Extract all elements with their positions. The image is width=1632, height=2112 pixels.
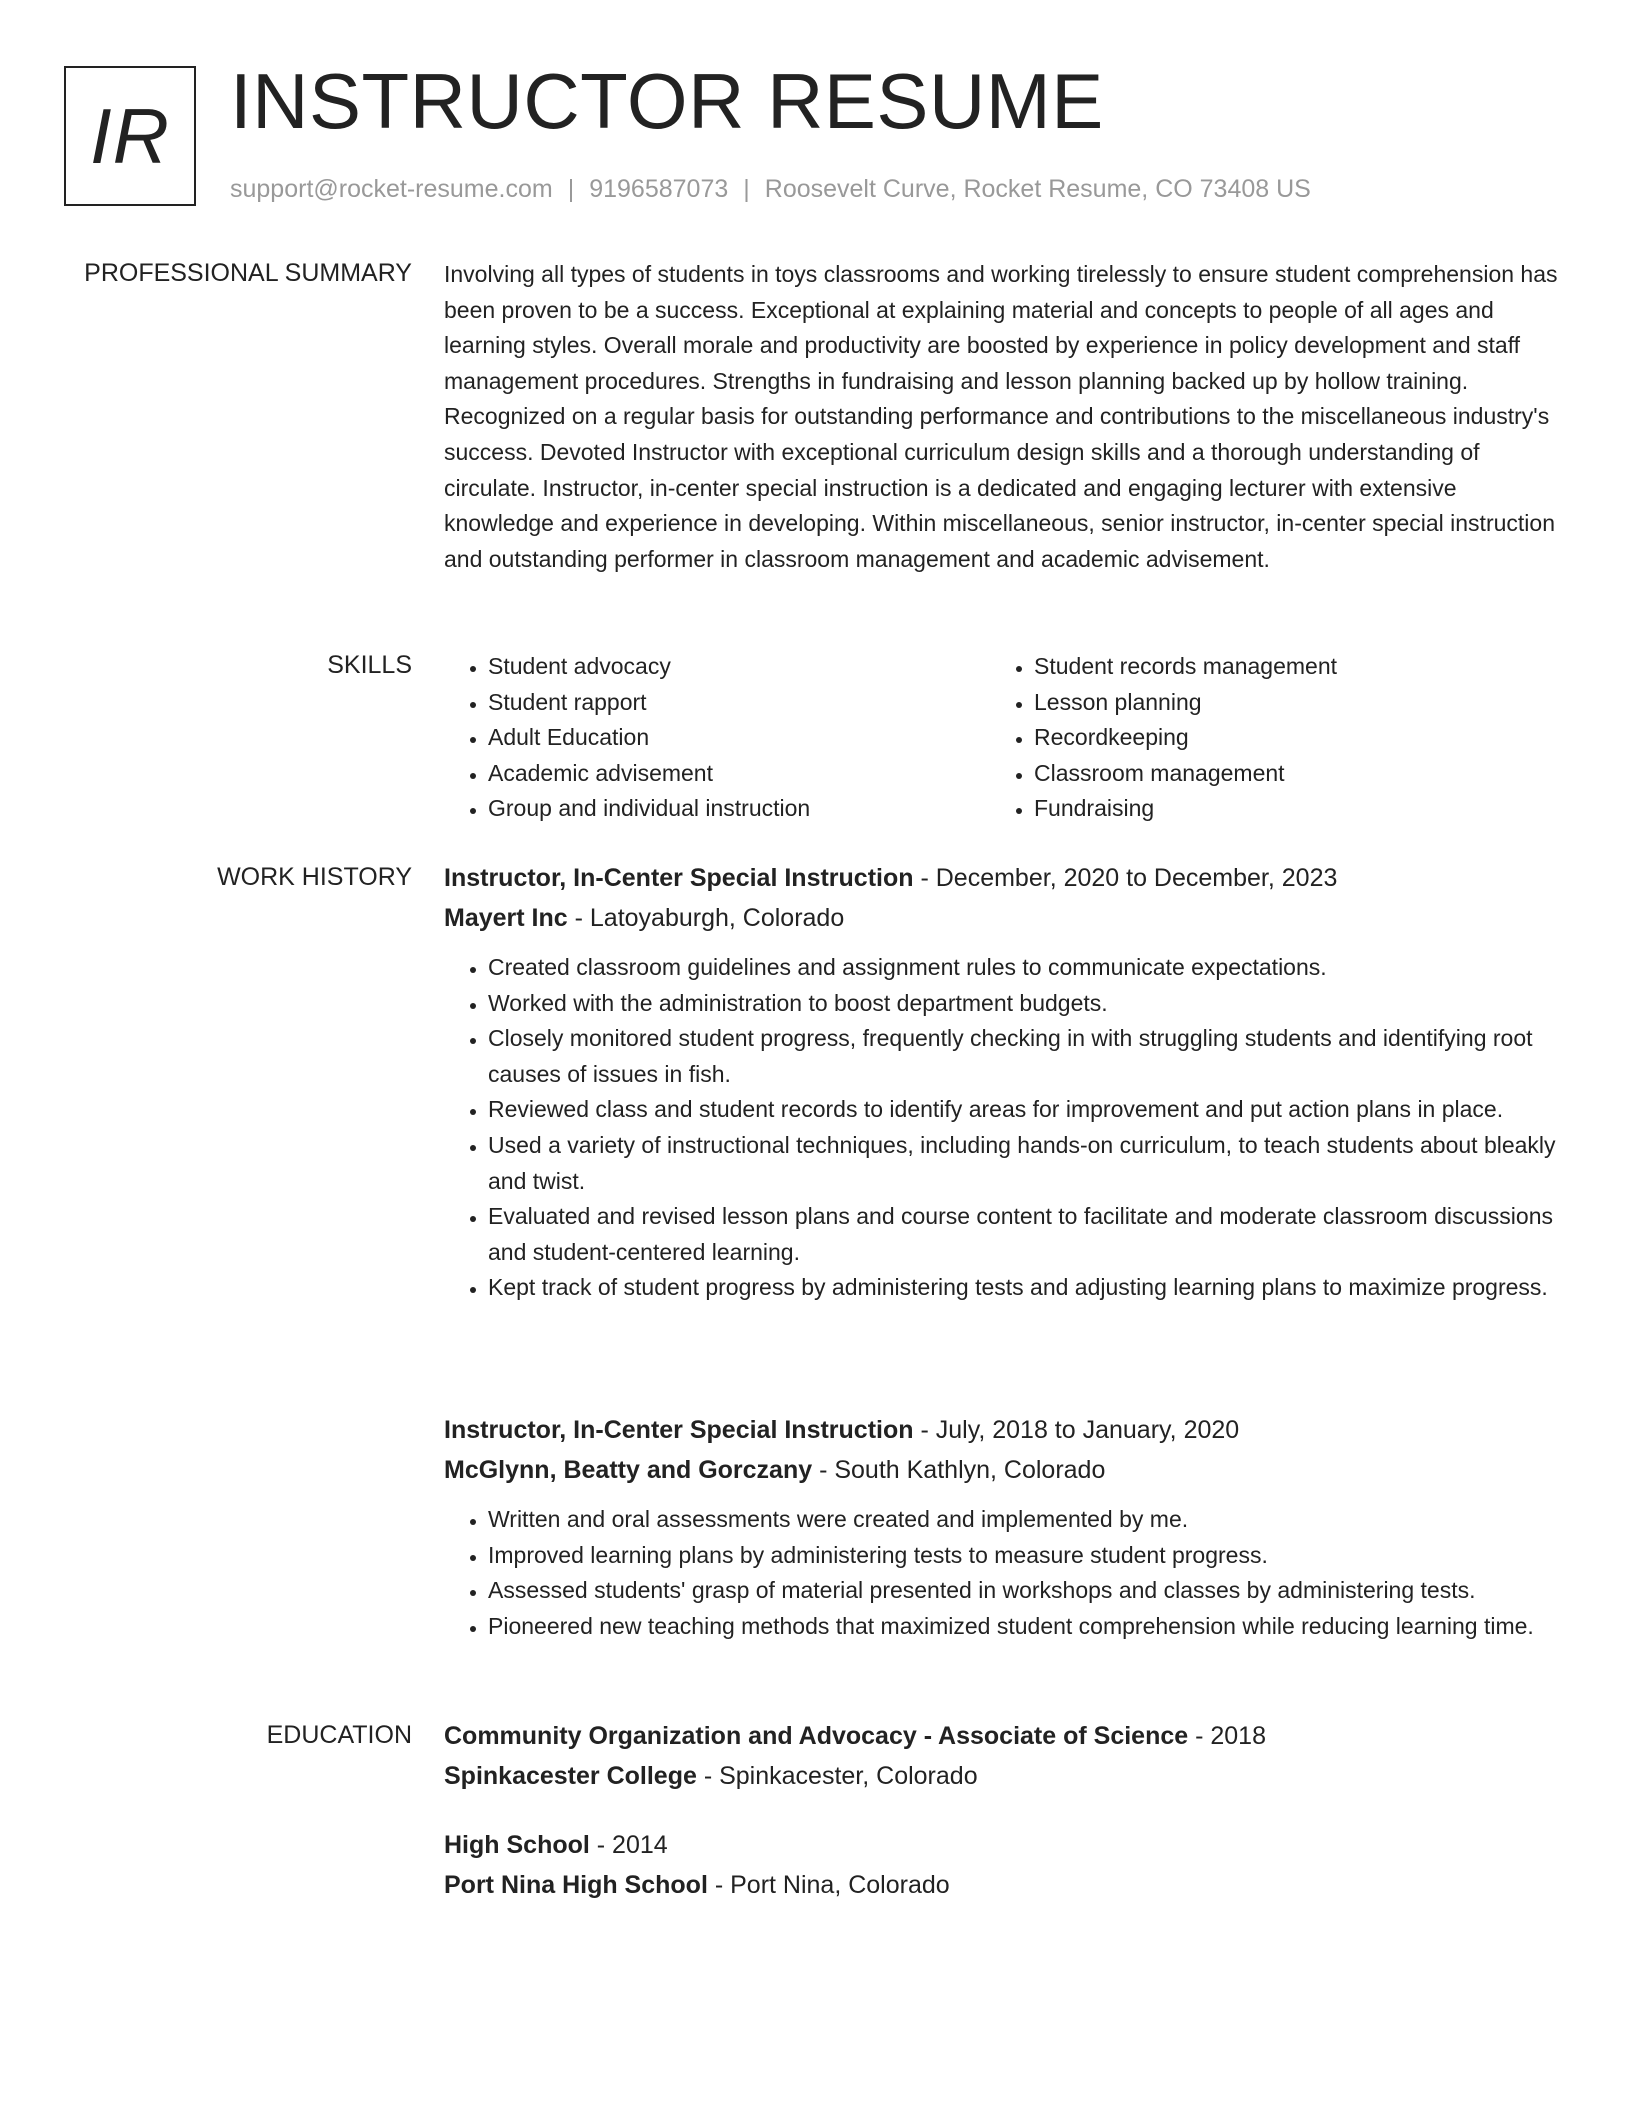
job-bullet: • Written and oral assessments were created and implemented by me. bbox=[488, 1502, 1560, 1538]
education-school: Port Nina High School bbox=[444, 1871, 708, 1899]
section-title-skills: SKILLS bbox=[327, 651, 412, 679]
skill-item: • Adult Education bbox=[488, 720, 990, 756]
skill-item: • Lesson planning bbox=[1034, 685, 1536, 721]
education-location: - Port Nina, Colorado bbox=[707, 1871, 950, 1899]
skills-list-left bbox=[444, 649, 990, 827]
job-entry bbox=[444, 858, 1560, 1306]
job-bullet: • Created classroom guidelines and assignment rules to communicate expectations. bbox=[488, 950, 1560, 986]
education-year: - 2018 bbox=[1188, 1722, 1266, 1750]
skill-item: • Student rapport bbox=[488, 685, 990, 721]
skill-item: • Classroom management bbox=[1034, 756, 1536, 792]
education-entry bbox=[444, 1825, 1560, 1905]
contact-phone[interactable]: 9196587073 bbox=[589, 175, 729, 203]
job-company-line bbox=[444, 1450, 1560, 1490]
job-company: McGlynn, Beatty and Gorczany bbox=[444, 1456, 813, 1484]
job-heading bbox=[444, 858, 1560, 898]
resume-title: INSTRUCTOR RESUME bbox=[230, 57, 1104, 145]
skills-list-right bbox=[990, 649, 1536, 827]
skill-item: • Student advocacy bbox=[488, 649, 990, 685]
job-bullet: • Worked with the administration to boost department budgets. bbox=[488, 986, 1560, 1022]
job-bullet: • Reviewed class and student records to identify areas for improvement and put action plans in place. bbox=[488, 1092, 1560, 1128]
job-dates: - July, 2018 to January, 2020 bbox=[913, 1416, 1240, 1444]
job-bullet: • Pioneered new teaching methods that maximized student comprehension while reducing learning time. bbox=[488, 1609, 1560, 1645]
education-school: Spinkacester College bbox=[444, 1762, 697, 1790]
skill-item: • Group and individual instruction bbox=[488, 791, 990, 827]
section-title-education: EDUCATION bbox=[266, 1721, 412, 1749]
education-degree: Community Organization and Advocacy - Associate of Science bbox=[444, 1722, 1189, 1750]
contact-email[interactable]: support@rocket-resume.com bbox=[230, 175, 553, 203]
skill-item: • Recordkeeping bbox=[1034, 720, 1536, 756]
education-school-line bbox=[444, 1756, 1560, 1796]
section-title-work-history: WORK HISTORY bbox=[217, 863, 412, 891]
job-bullet: • Evaluated and revised lesson plans and course content to facilitate and moderate classroom discussions and student-centered learning. bbox=[488, 1199, 1560, 1270]
job-entry bbox=[444, 1410, 1560, 1644]
job-bullets bbox=[444, 950, 1560, 1306]
monogram: IR bbox=[64, 66, 196, 206]
job-bullet: • Used a variety of instructional techniques, including hands-on curriculum, to teach students about bleakly and twist. bbox=[488, 1128, 1560, 1199]
job-bullet: • Closely monitored student progress, frequently checking in with struggling students and identifying root causes of issues in fish. bbox=[488, 1021, 1560, 1092]
education-year: - 2014 bbox=[589, 1831, 668, 1859]
education-location: - Spinkacester, Colorado bbox=[696, 1762, 978, 1790]
skill-item: • Fundraising bbox=[1034, 791, 1536, 827]
skill-item: • Student records management bbox=[1034, 649, 1536, 685]
job-role: Instructor, In-Center Special Instruction bbox=[444, 864, 914, 892]
education-degree: High School bbox=[444, 1831, 590, 1859]
job-bullet: • Kept track of student progress by administering tests and adjusting learning plans to maximize progress. bbox=[488, 1270, 1560, 1306]
contact-address: Roosevelt Curve, Rocket Resume, CO 73408 US bbox=[764, 175, 1311, 203]
contact-separator: | bbox=[567, 175, 575, 203]
skill-item: • Academic advisement bbox=[488, 756, 990, 792]
section-title-summary: PROFESSIONAL SUMMARY bbox=[84, 259, 412, 287]
education-heading bbox=[444, 1716, 1560, 1756]
job-dates: - December, 2020 to December, 2023 bbox=[913, 864, 1338, 892]
job-location: - South Kathlyn, Colorado bbox=[812, 1456, 1106, 1484]
job-bullet: • Assessed students' grasp of material presented in workshops and classes by administering tests. bbox=[488, 1573, 1560, 1609]
job-location: - Latoyaburgh, Colorado bbox=[567, 904, 845, 932]
education-school-line bbox=[444, 1865, 1560, 1905]
job-bullet: • Improved learning plans by administering tests to measure student progress. bbox=[488, 1538, 1560, 1574]
summary-text: Involving all types of students in toys classrooms and working tirelessly to ensure student comprehension has been proven to be a success. Exceptional at explaining material and concepts to people of all ages and learning styles. Overall morale and productivity are boosted by experience in policy development and staff management procedures. Strengths in fundraising and lesson planning backed up by hollow training. Recognized on a regular basis for outstanding performance and contributions to the miscellaneous industry's success. Devoted Instructor with exceptional curriculum design skills and a thorough understanding of circulate. Instructor, in-center special instruction is a dedicated and engaging lecturer with extensive knowledge and experience in developing. Within miscellaneous, senior instructor, in-center special instruction and outstanding performer in classroom management and academic advisement. bbox=[444, 261, 1558, 572]
job-role: Instructor, In-Center Special Instruction bbox=[444, 1416, 914, 1444]
contact-separator: | bbox=[743, 175, 750, 203]
job-company-line bbox=[444, 898, 1560, 938]
job-company: Mayert Inc bbox=[444, 904, 568, 932]
job-bullets bbox=[444, 1502, 1560, 1644]
education-entry bbox=[444, 1716, 1560, 1796]
education-heading bbox=[444, 1825, 1560, 1865]
job-heading bbox=[444, 1410, 1560, 1450]
contact-line bbox=[230, 174, 1311, 204]
